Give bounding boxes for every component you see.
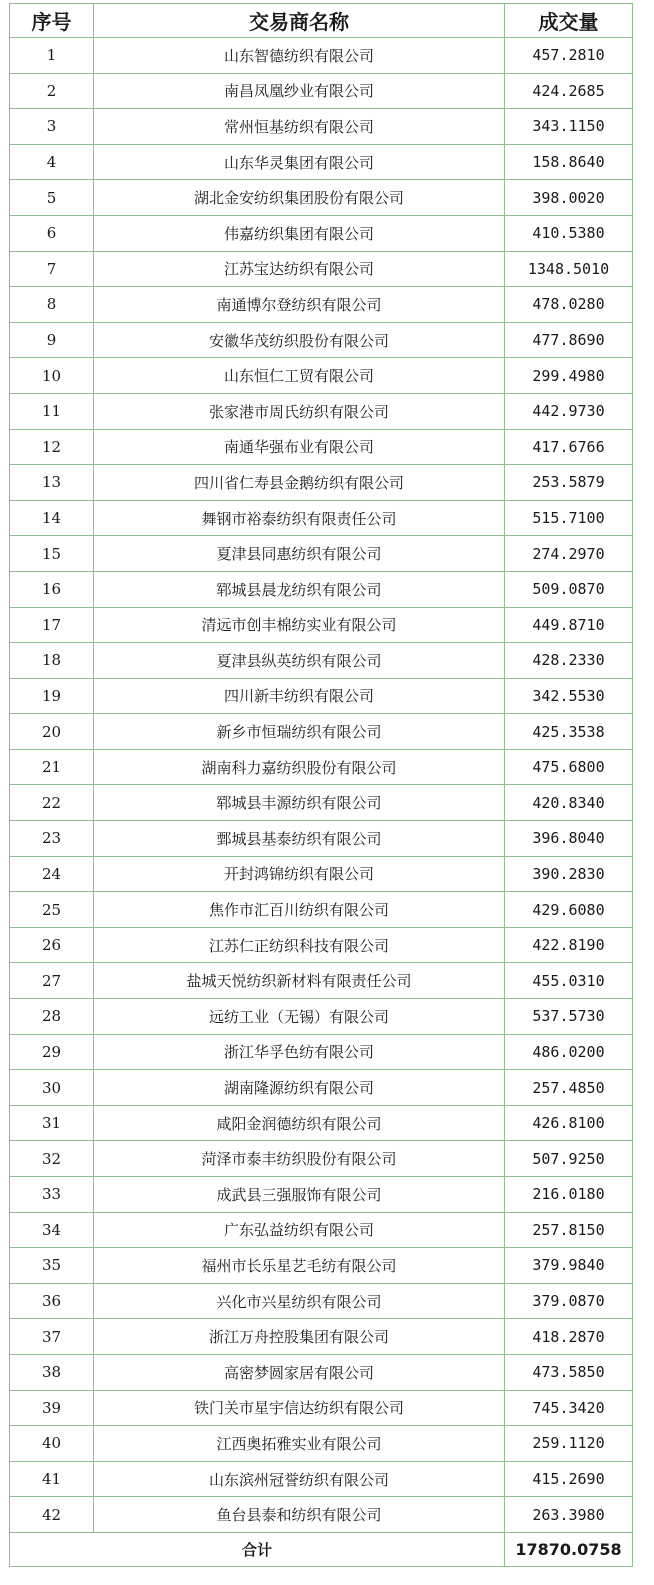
trade-volume-table-container [9,3,632,1567]
row-index: 1 [10,38,94,74]
row-volume: 410.5380 [505,215,633,251]
row-trader-name: 夏津县纵英纺织有限公司 [94,643,505,679]
row-index: 3 [10,109,94,145]
row-volume: 509.0870 [505,571,633,607]
table-row [10,1354,633,1390]
row-trader-name: 清远市创丰棉纺实业有限公司 [94,607,505,643]
table-row [10,678,633,714]
row-volume: 417.6766 [505,429,633,465]
row-index: 5 [10,180,94,216]
total-label: 合计 [10,1532,505,1566]
row-trader-name: 高密梦圆家居有限公司 [94,1354,505,1390]
row-index: 7 [10,251,94,287]
row-volume: 257.4850 [505,1070,633,1106]
row-trader-name: 湖南隆源纺织有限公司 [94,1070,505,1106]
table-row [10,109,633,145]
row-volume: 398.0020 [505,180,633,216]
row-index: 23 [10,821,94,857]
row-trader-name: 广东弘益纺织有限公司 [94,1212,505,1248]
row-volume: 342.5530 [505,678,633,714]
row-volume: 299.4980 [505,358,633,394]
row-trader-name: 山东华灵集团有限公司 [94,144,505,180]
row-volume: 379.9840 [505,1248,633,1284]
row-trader-name: 南通华强布业有限公司 [94,429,505,465]
row-index: 30 [10,1070,94,1106]
row-volume: 422.8190 [505,927,633,963]
row-index: 31 [10,1105,94,1141]
row-trader-name: 新乡市恒瑞纺织有限公司 [94,714,505,750]
row-trader-name: 南昌凤凰纱业有限公司 [94,73,505,109]
row-index: 11 [10,393,94,429]
table-row [10,393,633,429]
table-row [10,999,633,1035]
table-row [10,1141,633,1177]
row-trader-name: 夏津县同惠纺织有限公司 [94,536,505,572]
row-volume: 507.9250 [505,1141,633,1177]
row-index: 18 [10,643,94,679]
row-volume: 158.8640 [505,144,633,180]
row-volume: 263.3980 [505,1497,633,1533]
row-index: 13 [10,465,94,501]
table-row [10,1390,633,1426]
row-index: 8 [10,287,94,323]
row-volume: 477.8690 [505,322,633,358]
table-row [10,144,633,180]
row-index: 14 [10,500,94,536]
row-index: 37 [10,1319,94,1355]
row-volume: 473.5850 [505,1354,633,1390]
table-row [10,38,633,74]
row-trader-name: 湖北金安纺织集团股份有限公司 [94,180,505,216]
row-volume: 1348.5010 [505,251,633,287]
table-header-row [10,4,633,38]
row-trader-name: 郓城县晨龙纺织有限公司 [94,571,505,607]
table-body [10,38,633,1533]
row-volume: 478.0280 [505,287,633,323]
row-volume: 343.1150 [505,109,633,145]
row-volume: 259.1120 [505,1426,633,1462]
row-index: 6 [10,215,94,251]
table-row [10,1105,633,1141]
row-index: 33 [10,1177,94,1213]
table-row [10,892,633,928]
header-volume: 成交量 [505,4,633,38]
row-index: 22 [10,785,94,821]
row-volume: 390.2830 [505,856,633,892]
total-value: 17870.0758 [505,1532,633,1566]
table-row [10,963,633,999]
row-index: 9 [10,322,94,358]
row-trader-name: 开封鸿锦纺织有限公司 [94,856,505,892]
total-row [10,1532,633,1566]
row-index: 36 [10,1283,94,1319]
row-trader-name: 张家港市周氏纺织有限公司 [94,393,505,429]
table-row [10,1283,633,1319]
table-row [10,287,633,323]
row-trader-name: 咸阳金润德纺织有限公司 [94,1105,505,1141]
row-trader-name: 鱼台县泰和纺织有限公司 [94,1497,505,1533]
table-row [10,358,633,394]
row-trader-name: 盐城天悦纺织新材料有限责任公司 [94,963,505,999]
row-volume: 475.6800 [505,749,633,785]
header-index: 序号 [10,4,94,38]
table-row [10,1034,633,1070]
row-trader-name: 江苏仁正纺织科技有限公司 [94,927,505,963]
table-row [10,215,633,251]
row-trader-name: 山东恒仁工贸有限公司 [94,358,505,394]
table-row [10,1426,633,1462]
table-row [10,1212,633,1248]
row-trader-name: 伟嘉纺织集团有限公司 [94,215,505,251]
row-trader-name: 山东智德纺织有限公司 [94,38,505,74]
row-volume: 486.0200 [505,1034,633,1070]
row-trader-name: 菏泽市泰丰纺织股份有限公司 [94,1141,505,1177]
row-volume: 457.2810 [505,38,633,74]
table-row [10,1070,633,1106]
row-trader-name: 兴化市兴星纺织有限公司 [94,1283,505,1319]
table-row [10,571,633,607]
row-volume: 426.8100 [505,1105,633,1141]
row-index: 28 [10,999,94,1035]
row-index: 20 [10,714,94,750]
row-index: 32 [10,1141,94,1177]
row-index: 12 [10,429,94,465]
row-volume: 537.5730 [505,999,633,1035]
row-trader-name: 成武县三强服饰有限公司 [94,1177,505,1213]
table-row [10,180,633,216]
row-volume: 253.5879 [505,465,633,501]
row-index: 21 [10,749,94,785]
row-trader-name: 山东滨州冠誉纺织有限公司 [94,1461,505,1497]
row-volume: 442.9730 [505,393,633,429]
row-volume: 424.2685 [505,73,633,109]
row-index: 39 [10,1390,94,1426]
table-row [10,1461,633,1497]
table-row [10,429,633,465]
row-volume: 429.6080 [505,892,633,928]
row-trader-name: 湖南科力嘉纺织股份有限公司 [94,749,505,785]
row-volume: 216.0180 [505,1177,633,1213]
row-trader-name: 南通博尔登纺织有限公司 [94,287,505,323]
table-row [10,322,633,358]
table-row [10,821,633,857]
row-trader-name: 常州恒基纺织有限公司 [94,109,505,145]
row-volume: 274.2970 [505,536,633,572]
table-row [10,1319,633,1355]
table-row [10,856,633,892]
header-trader-name: 交易商名称 [94,4,505,38]
row-volume: 257.8150 [505,1212,633,1248]
row-trader-name: 郓城县丰源纺织有限公司 [94,785,505,821]
row-index: 25 [10,892,94,928]
table-row [10,714,633,750]
row-volume: 420.8340 [505,785,633,821]
row-trader-name: 安徽华茂纺织股份有限公司 [94,322,505,358]
row-volume: 515.7100 [505,500,633,536]
row-volume: 425.3538 [505,714,633,750]
row-trader-name: 焦作市汇百川纺织有限公司 [94,892,505,928]
row-index: 4 [10,144,94,180]
row-volume: 418.2870 [505,1319,633,1355]
row-index: 17 [10,607,94,643]
table-row [10,785,633,821]
row-trader-name: 鄄城县基泰纺织有限公司 [94,821,505,857]
table-row [10,536,633,572]
row-index: 19 [10,678,94,714]
row-volume: 415.2690 [505,1461,633,1497]
table-row [10,1177,633,1213]
row-volume: 396.8040 [505,821,633,857]
row-trader-name: 远纺工业（无锡）有限公司 [94,999,505,1035]
row-volume: 428.2330 [505,643,633,679]
table-row [10,643,633,679]
row-trader-name: 四川省仁寿县金鹅纺织有限公司 [94,465,505,501]
row-index: 16 [10,571,94,607]
row-index: 29 [10,1034,94,1070]
row-index: 15 [10,536,94,572]
row-volume: 745.3420 [505,1390,633,1426]
row-index: 24 [10,856,94,892]
row-index: 41 [10,1461,94,1497]
table-row [10,749,633,785]
table-row [10,927,633,963]
table-row [10,465,633,501]
row-index: 42 [10,1497,94,1533]
trade-volume-table [9,3,633,1567]
table-row [10,607,633,643]
row-index: 27 [10,963,94,999]
table-row [10,251,633,287]
row-trader-name: 浙江万舟控股集团有限公司 [94,1319,505,1355]
table-row [10,73,633,109]
row-trader-name: 铁门关市星宇信达纺织有限公司 [94,1390,505,1426]
row-index: 10 [10,358,94,394]
row-trader-name: 四川新丰纺织有限公司 [94,678,505,714]
table-row [10,1497,633,1533]
row-volume: 449.8710 [505,607,633,643]
table-row [10,500,633,536]
row-index: 2 [10,73,94,109]
row-index: 35 [10,1248,94,1284]
row-volume: 455.0310 [505,963,633,999]
row-trader-name: 舞钢市裕泰纺织有限责任公司 [94,500,505,536]
row-trader-name: 浙江华孚色纺有限公司 [94,1034,505,1070]
row-index: 26 [10,927,94,963]
table-row [10,1248,633,1284]
row-index: 38 [10,1354,94,1390]
row-index: 34 [10,1212,94,1248]
row-trader-name: 福州市长乐星艺毛纺有限公司 [94,1248,505,1284]
row-volume: 379.0870 [505,1283,633,1319]
row-trader-name: 江西奥拓雅实业有限公司 [94,1426,505,1462]
row-trader-name: 江苏宝达纺织有限公司 [94,251,505,287]
row-index: 40 [10,1426,94,1462]
